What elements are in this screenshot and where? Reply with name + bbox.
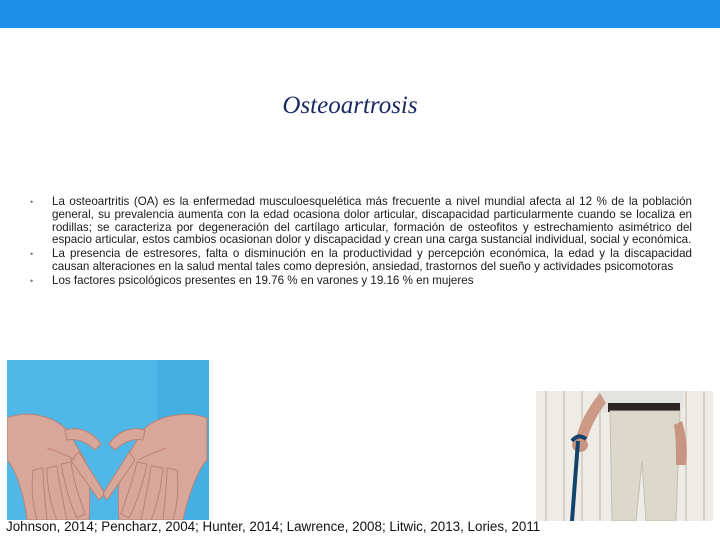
hands-illustration <box>7 360 209 520</box>
bullet-item <box>26 196 692 247</box>
bullet-item <box>26 275 692 288</box>
bullet-icon: • <box>30 275 34 286</box>
bullet-icon: • <box>30 249 34 260</box>
slide-title: Osteoartrosis <box>282 92 418 119</box>
top-accent-bar <box>0 0 720 28</box>
references-footer: Johnson, 2014; Pencharz, 2004; Hunter, 2014; Lawrence, 2008; Litwic, 2013, Lories, 2011 <box>6 519 541 534</box>
bullet-text: La osteoartritis (OA) es la enfermedad musculoesquelética más frecuente a nivel mundial afecta al 12 % de la población general, su prevalencia aumenta con la edad ocasiona dolor articular, discapacidad particularmente cuando se localiza en rodillas; se caracteriza por degeneración del cartílago articular, formación de osteofitos y estrechamiento asimétrico del espacio articular, estos cambios ocasionan dolor y discapacidad y crean una carga sustancial individual, social y económica. <box>52 195 692 247</box>
bullet-text: Los factores psicológicos presentes en 19.76 % en varones y 19.16 % en mujeres <box>52 273 474 287</box>
bullet-item <box>26 248 692 274</box>
hands-photo <box>7 360 209 520</box>
bullet-list <box>26 196 692 289</box>
bullet-icon: • <box>30 197 34 207</box>
elderly-cane-photo <box>536 391 713 521</box>
elderly-cane-illustration <box>536 391 713 521</box>
bullet-text: La presencia de estresores, falta o disminución en la productividad y percepción económica, la edad y la discapacidad causan alteraciones en la salud mental tales como depresión, ansiedad, trastornos del sueño y actividades psicomotoras <box>52 247 692 273</box>
